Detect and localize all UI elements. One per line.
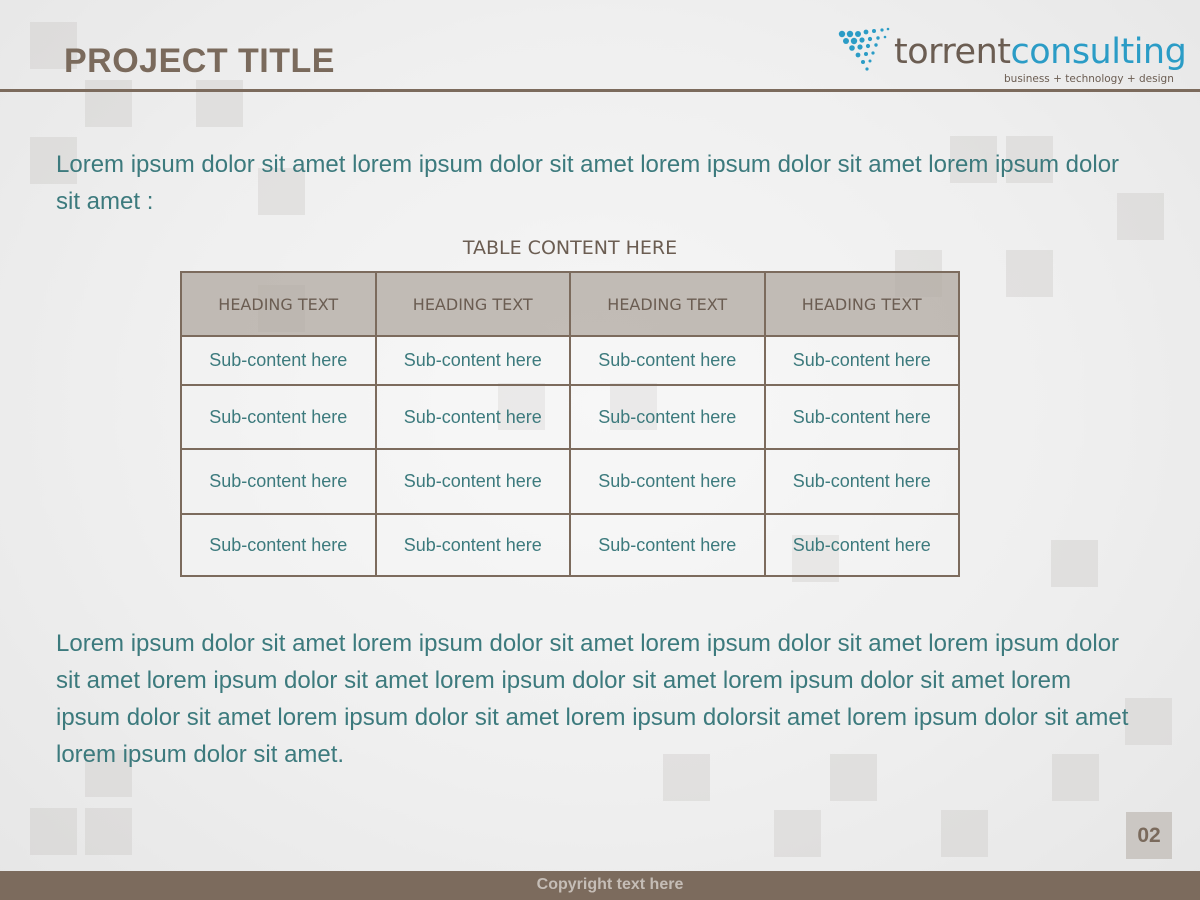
table-heading: HEADING TEXT: [376, 272, 571, 336]
table-cell: Sub-content here: [765, 449, 960, 514]
logo-dots-icon: [836, 26, 896, 76]
company-logo: [836, 26, 1187, 90]
table-cell: Sub-content here: [765, 385, 960, 449]
table-heading: HEADING TEXT: [765, 272, 960, 336]
page-title: PROJECT TITLE: [64, 42, 335, 80]
table-cell: Sub-content here: [181, 336, 376, 385]
table-cell: Sub-content here: [181, 385, 376, 449]
table-cell: Sub-content here: [376, 385, 571, 449]
table-row: [181, 385, 959, 449]
table-heading: HEADING TEXT: [181, 272, 376, 336]
table-cell: Sub-content here: [570, 449, 765, 514]
table-cell: Sub-content here: [181, 514, 376, 576]
table-cell: Sub-content here: [376, 514, 571, 576]
table-caption: TABLE CONTENT HERE: [462, 237, 678, 259]
table-row: [181, 449, 959, 514]
logo-wordmark: [894, 32, 1186, 72]
table-cell: Sub-content here: [570, 385, 765, 449]
table-row: [181, 514, 959, 576]
footer-bar: [0, 871, 1200, 900]
page-number: 02: [1126, 812, 1172, 859]
table-cell: Sub-content here: [570, 336, 765, 385]
content-table: [180, 271, 960, 577]
logo-tagline: business + technology + design: [1004, 73, 1174, 85]
body-paragraph: Lorem ipsum dolor sit amet lorem ipsum dolor sit amet lorem ipsum dolor sit amet lorem ipsum dolor sit amet lorem ipsum dolor sit amet lorem ipsum dolor sit amet lorem ipsum dolor sit amet lorem ipsum dolor sit amet lorem ipsum dolor sit amet lorem ipsum dolorsit amet lorem ipsum dolor sit amet lorem ipsum dolor sit amet.: [56, 630, 1129, 768]
table-cell: Sub-content here: [376, 336, 571, 385]
table-cell: Sub-content here: [376, 449, 571, 514]
table-cell: Sub-content here: [765, 514, 960, 576]
copyright-text: Copyright text here: [536, 876, 684, 893]
table-cell: Sub-content here: [181, 449, 376, 514]
logo-word-torrent: torrent: [894, 32, 1011, 72]
intro-paragraph: Lorem ipsum dolor sit amet lorem ipsum dolor sit amet lorem ipsum dolor sit amet lorem ipsum dolor sit amet :: [56, 151, 1120, 215]
table-cell: Sub-content here: [570, 514, 765, 576]
logo-word-consulting: consulting: [1010, 32, 1187, 72]
table-row: [181, 336, 959, 385]
table-header-row: [181, 272, 959, 336]
header-divider: [0, 89, 1200, 92]
table-heading: HEADING TEXT: [570, 272, 765, 336]
table-cell: Sub-content here: [765, 336, 960, 385]
